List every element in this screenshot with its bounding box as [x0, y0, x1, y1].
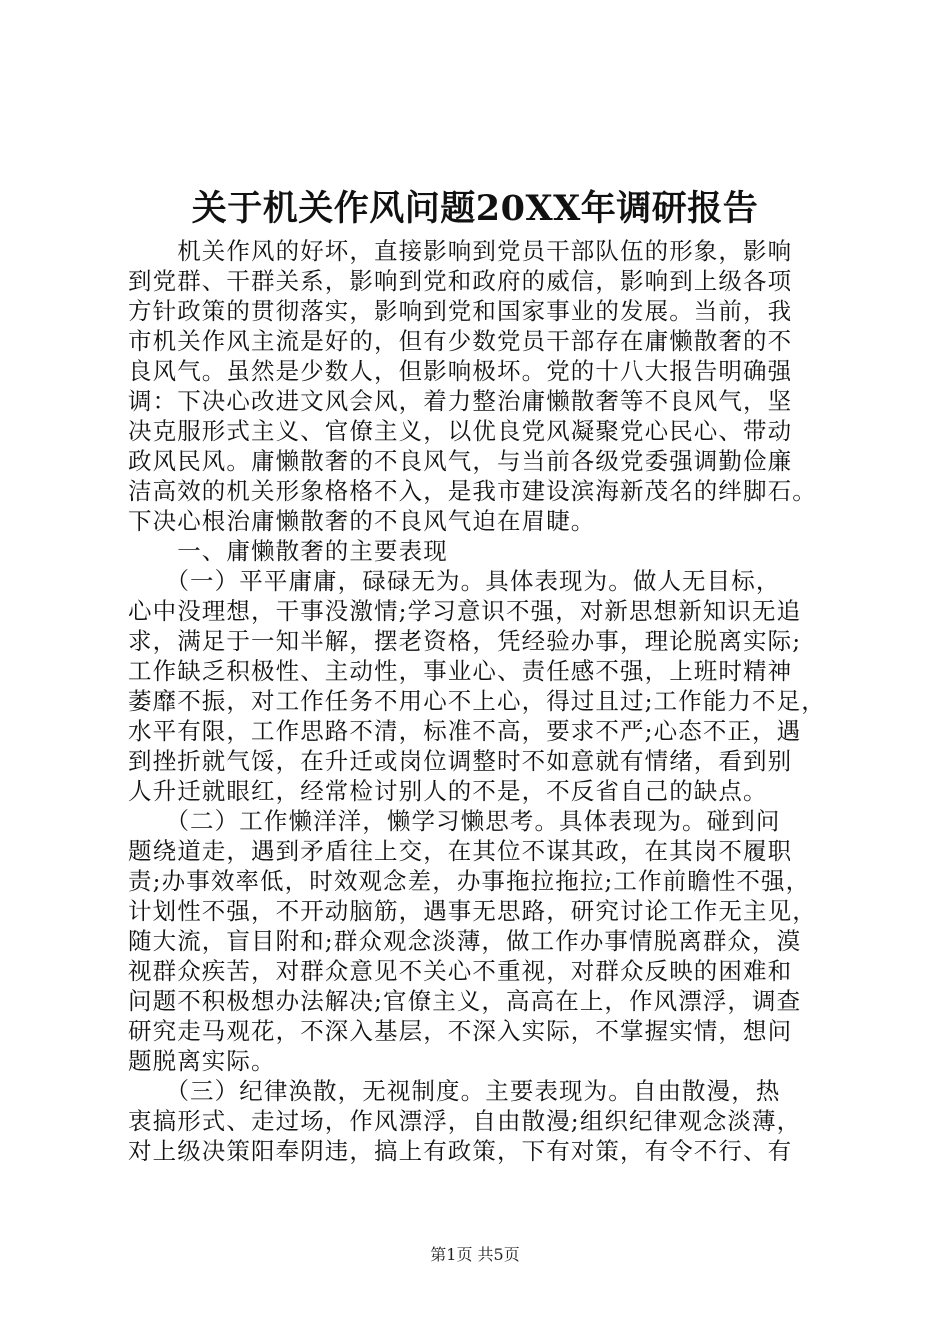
body-line: 题绕道走，遇到矛盾往上交，在其位不谋其政，在其岗不履职 [128, 837, 793, 865]
body-line: 萎靡不振，对工作任务不用心不上心，得过且过;工作能力不足， [128, 687, 826, 715]
body-line: 人升迁就眼红，经常检讨别人的不是，不反省自己的缺点。 [128, 777, 768, 805]
body-line: 洁高效的机关形象格格不入，是我市建设滨海新茂名的绊脚石。 [128, 477, 817, 505]
body-line: 市机关作风主流是好的，但有少数党员干部存在庸懒散奢的不 [128, 327, 793, 355]
body-line: 下决心根治庸懒散奢的不良风气迫在眉睫。 [128, 507, 596, 535]
body-line: 方针政策的贯彻落实，影响到党和国家事业的发展。当前，我 [128, 297, 793, 325]
body-line: 衷搞形式、走过场，作风漂浮，自由散漫;组织纪律观念淡薄， [128, 1107, 802, 1135]
body-line: 到党群、干群关系，影响到党和政府的威信，影响到上级各项 [128, 267, 793, 295]
body-line: 视群众疾苦，对群众意见不关心不重视，对群众反映的困难和 [128, 957, 793, 985]
body-line: 调：下决心改进文风会风，着力整治庸懒散奢等不良风气，坚 [128, 387, 793, 415]
body-line: （二）工作懒洋洋，懒学习懒思考。具体表现为。碰到问 [128, 807, 781, 835]
body-line: 随大流，盲目附和;群众观念淡薄，做工作办事情脱离群众，漠 [128, 927, 802, 955]
body-line: （一）平平庸庸，碌碌无为。具体表现为。做人无目标， [128, 567, 781, 595]
body-line: 工作缺乏积极性、主动性，事业心、责任感不强，上班时精神 [128, 657, 793, 685]
body-line: 到挫折就气馁，在升迁或岗位调整时不如意就有情绪，看到别 [128, 747, 793, 775]
body-line: 题脱离实际。 [128, 1047, 276, 1075]
body-line: 决克服形式主义、官僚主义，以优良党风凝聚党心民心、带动 [128, 417, 793, 445]
body-line: 对上级决策阳奉阴违，搞上有政策，下有对策，有令不行、有 [128, 1137, 793, 1165]
body-line: 求，满足于一知半解，摆老资格，凭经验办事，理论脱离实际; [128, 627, 802, 655]
page-number-footer: 第1页 共5页 [430, 1245, 520, 1264]
body-line: 心中没理想，干事没激情;学习意识不强，对新思想新知识无追 [128, 597, 802, 625]
body-line: （三）纪律涣散，无视制度。主要表现为。自由散漫，热 [128, 1077, 781, 1105]
body-line: 政风民风。庸懒散奢的不良风气，与当前各级党委强调勤俭廉 [128, 447, 793, 475]
body-line: 计划性不强，不开动脑筋，遇事无思路，研究讨论工作无主见， [128, 897, 817, 925]
document-body [128, 236, 848, 1166]
body-line: 研究走马观花，不深入基层，不深入实际，不掌握实情，想问 [128, 1017, 793, 1045]
body-line: 水平有限，工作思路不清，标准不高，要求不严;心态不正，遇 [128, 717, 802, 745]
body-line: 机关作风的好坏，直接影响到党员干部队伍的形象，影响 [128, 237, 793, 265]
section-heading: 一、庸懒散奢的主要表现 [128, 537, 448, 565]
document-title: 关于机关作风问题20XX年调研报告 [191, 188, 759, 229]
body-line: 责;办事效率低，时效观念差，办事拖拉拖拉;工作前瞻性不强， [128, 867, 811, 895]
body-line: 良风气。虽然是少数人，但影响极坏。党的十八大报告明确强 [128, 357, 793, 385]
body-line: 问题不积极想办法解决;官僚主义，高高在上，作风漂浮，调查 [128, 987, 802, 1015]
